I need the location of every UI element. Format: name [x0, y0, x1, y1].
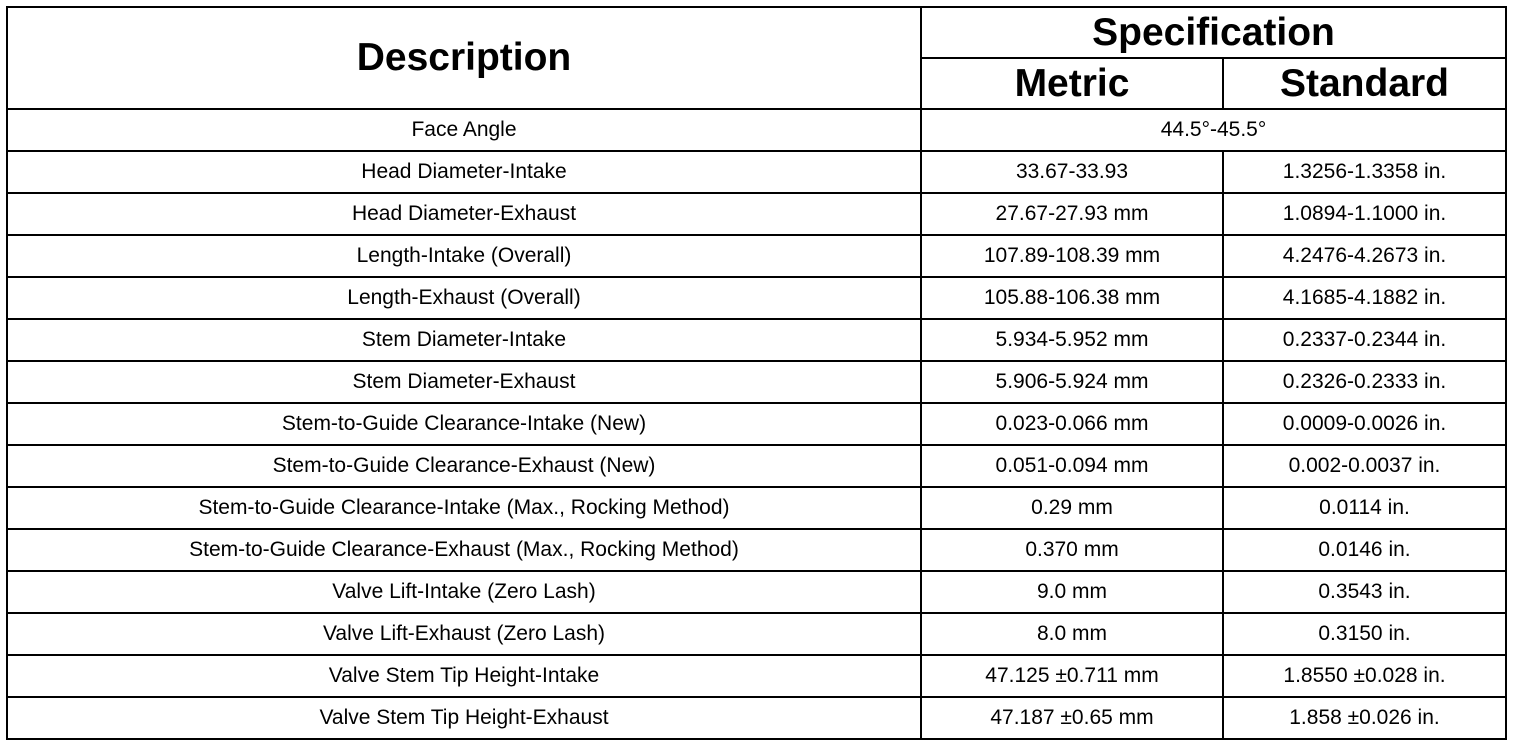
description-cell: Face Angle — [7, 109, 921, 151]
metric-cell: 105.88-106.38 mm — [921, 277, 1223, 319]
metric-cell: 47.125 ±0.711 mm — [921, 655, 1223, 697]
description-cell: Stem Diameter-Exhaust — [7, 361, 921, 403]
table-row — [7, 571, 1506, 613]
description-cell: Stem Diameter-Intake — [7, 319, 921, 361]
table-row — [7, 319, 1506, 361]
face-angle-value-cell: 44.5°-45.5° — [921, 109, 1506, 151]
description-cell: Valve Lift-Exhaust (Zero Lash) — [7, 613, 921, 655]
standard-cell: 0.2337-0.2344 in. — [1223, 319, 1506, 361]
table-row — [7, 529, 1506, 571]
standard-cell: 0.3150 in. — [1223, 613, 1506, 655]
table-row — [7, 487, 1506, 529]
description-header: Description — [7, 7, 921, 109]
description-cell: Length-Intake (Overall) — [7, 235, 921, 277]
description-cell: Stem-to-Guide Clearance-Exhaust (New) — [7, 445, 921, 487]
metric-cell: 5.934-5.952 mm — [921, 319, 1223, 361]
standard-cell: 4.2476-4.2673 in. — [1223, 235, 1506, 277]
description-cell: Valve Stem Tip Height-Intake — [7, 655, 921, 697]
standard-cell: 0.2326-0.2333 in. — [1223, 361, 1506, 403]
metric-cell: 9.0 mm — [921, 571, 1223, 613]
description-cell: Length-Exhaust (Overall) — [7, 277, 921, 319]
table-row — [7, 277, 1506, 319]
table-row — [7, 151, 1506, 193]
description-cell: Head Diameter-Exhaust — [7, 193, 921, 235]
table-row — [7, 445, 1506, 487]
standard-cell: 0.0114 in. — [1223, 487, 1506, 529]
metric-cell: 0.370 mm — [921, 529, 1223, 571]
specification-header: Specification — [921, 7, 1506, 58]
metric-cell: 8.0 mm — [921, 613, 1223, 655]
table-row — [7, 655, 1506, 697]
metric-header: Metric — [921, 58, 1223, 109]
metric-cell: 33.67-33.93 — [921, 151, 1223, 193]
description-cell: Stem-to-Guide Clearance-Intake (New) — [7, 403, 921, 445]
standard-cell: 0.0009-0.0026 in. — [1223, 403, 1506, 445]
valve-spec-table — [6, 6, 1507, 740]
metric-cell: 27.67-27.93 mm — [921, 193, 1223, 235]
standard-cell: 4.1685-4.1882 in. — [1223, 277, 1506, 319]
standard-cell: 1.0894-1.1000 in. — [1223, 193, 1506, 235]
metric-cell: 0.023-0.066 mm — [921, 403, 1223, 445]
standard-cell: 1.858 ±0.026 in. — [1223, 697, 1506, 739]
standard-cell: 0.3543 in. — [1223, 571, 1506, 613]
table-row — [7, 235, 1506, 277]
description-cell: Head Diameter-Intake — [7, 151, 921, 193]
table-row — [7, 109, 1506, 151]
standard-cell: 0.002-0.0037 in. — [1223, 445, 1506, 487]
standard-header: Standard — [1223, 58, 1506, 109]
metric-cell: 107.89-108.39 mm — [921, 235, 1223, 277]
standard-cell: 1.8550 ±0.028 in. — [1223, 655, 1506, 697]
table-row — [7, 403, 1506, 445]
table-row — [7, 361, 1506, 403]
description-cell: Stem-to-Guide Clearance-Exhaust (Max., Rocking Method) — [7, 529, 921, 571]
description-cell: Valve Lift-Intake (Zero Lash) — [7, 571, 921, 613]
table-row — [7, 193, 1506, 235]
metric-cell: 5.906-5.924 mm — [921, 361, 1223, 403]
metric-cell: 0.29 mm — [921, 487, 1223, 529]
standard-cell: 1.3256-1.3358 in. — [1223, 151, 1506, 193]
table-row — [7, 697, 1506, 739]
table-row — [7, 613, 1506, 655]
description-cell: Stem-to-Guide Clearance-Intake (Max., Rocking Method) — [7, 487, 921, 529]
description-cell: Valve Stem Tip Height-Exhaust — [7, 697, 921, 739]
metric-cell: 0.051-0.094 mm — [921, 445, 1223, 487]
metric-cell: 47.187 ±0.65 mm — [921, 697, 1223, 739]
standard-cell: 0.0146 in. — [1223, 529, 1506, 571]
